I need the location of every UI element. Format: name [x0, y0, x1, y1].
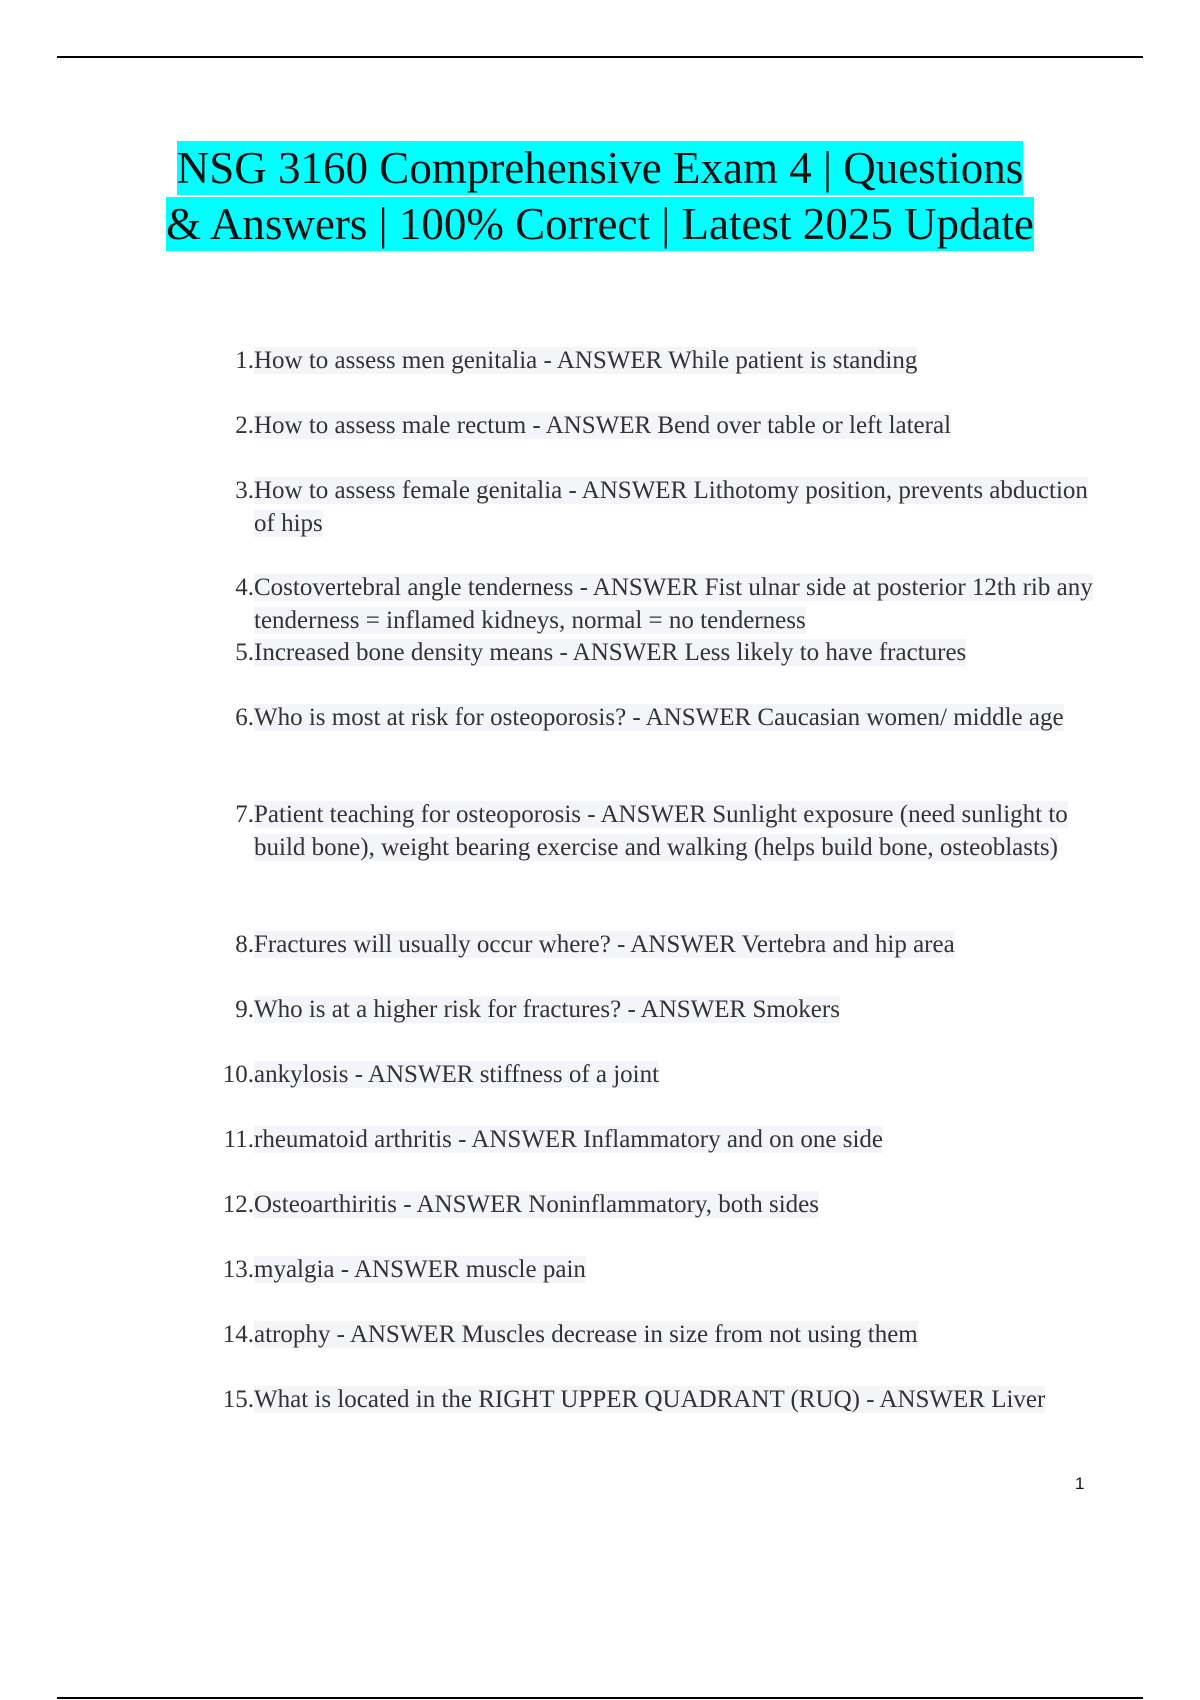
page-number: 1: [1075, 1474, 1085, 1493]
qa-item-2: [210, 410, 1090, 443]
qa-number: 4.: [235, 574, 254, 601]
qa-item-9: [210, 994, 1090, 1027]
qa-text: Who is most at risk for osteoporosis? - ANSWER Caucasian women/ middle age: [254, 704, 1064, 731]
qa-item-14: [210, 1319, 1090, 1352]
qa-text: Osteoarthiritis - ANSWER Noninflammatory, both sides: [254, 1191, 819, 1218]
qa-number: 3.: [235, 477, 254, 504]
qa-text: How to assess men genitalia - ANSWER While patient is standing: [254, 347, 918, 374]
qa-text: atrophy - ANSWER Muscles decrease in size from not using them: [254, 1321, 918, 1348]
qa-text: rheumatoid arthritis - ANSWER Inflammatory and on one side: [254, 1126, 884, 1153]
qa-text: Increased bone density means - ANSWER Less likely to have fractures: [254, 639, 967, 666]
footer-rule: [57, 1697, 1143, 1699]
document-title: [100, 140, 1100, 252]
qa-item-7: [210, 799, 1090, 864]
qa-number: 13.: [222, 1256, 254, 1283]
qa-number: 5.: [235, 639, 254, 666]
qa-item-1: [210, 345, 1090, 378]
qa-item-6: [210, 702, 1090, 735]
qa-number: 10.: [222, 1061, 254, 1088]
qa-item-13: [210, 1254, 1090, 1287]
qa-number: 11.: [223, 1126, 254, 1153]
qa-number: 15.: [222, 1386, 254, 1413]
qa-text: ankylosis - ANSWER stiffness of a joint: [254, 1061, 660, 1088]
title-line-2: & Answers | 100% Correct | Latest 2025 Update: [166, 199, 1034, 249]
qa-number: 8.: [235, 931, 254, 958]
qa-text: Fractures will usually occur where? - ANSWER Vertebra and hip area: [254, 931, 955, 958]
qa-text: How to assess male rectum - ANSWER Bend over table or left lateral: [254, 412, 952, 439]
qa-item-8: [210, 929, 1090, 962]
qa-item-10: [210, 1059, 1090, 1092]
header-rule: [57, 56, 1143, 58]
qa-item-3: [210, 475, 1090, 540]
qa-text: How to assess female genitalia - ANSWER Lithotomy position, prevents abduction of hips: [254, 477, 1088, 537]
qa-number: 12.: [222, 1191, 254, 1218]
qa-number: 9.: [235, 996, 254, 1023]
title-line-1: NSG 3160 Comprehensive Exam 4 | Questions: [176, 143, 1024, 193]
qa-number: 2.: [235, 412, 254, 439]
qa-number: 1.: [235, 347, 254, 374]
qa-number: 7.: [235, 801, 254, 828]
qa-text: Patient teaching for osteoporosis - ANSWER Sunlight exposure (need sunlight to build bone), weight bearing exercise and walking (helps build bone, osteoblasts): [254, 801, 1068, 861]
qa-item-11: [210, 1124, 1090, 1157]
qa-number: 14.: [222, 1321, 254, 1348]
qa-number: 6.: [235, 704, 254, 731]
qa-text: Costovertebral angle tenderness - ANSWER Fist ulnar side at posterior 12th rib any tenderness = inflamed kidneys, normal = no tenderness: [254, 574, 1093, 634]
qa-item-12: [210, 1189, 1090, 1222]
qa-text: What is located in the RIGHT UPPER QUADRANT (RUQ) - ANSWER Liver: [254, 1386, 1046, 1413]
qa-item-15: [210, 1384, 1090, 1417]
qa-text: myalgia - ANSWER muscle pain: [254, 1256, 586, 1283]
qa-item-5: [210, 637, 1090, 670]
qa-text: Who is at a higher risk for fractures? - ANSWER Smokers: [254, 996, 840, 1023]
qa-item-4: [210, 572, 1093, 637]
